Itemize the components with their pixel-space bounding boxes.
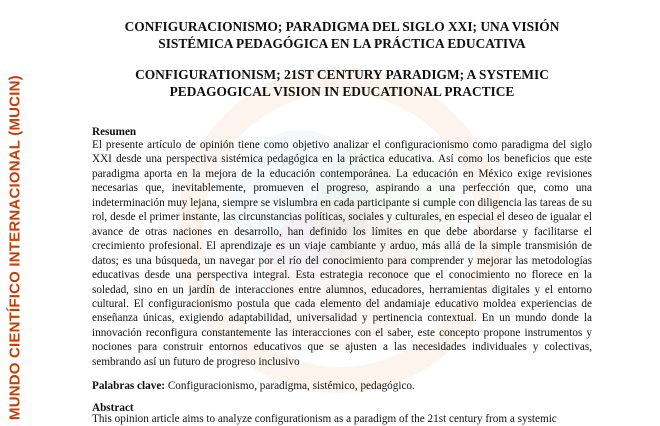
- keywords-line: [92, 379, 592, 393]
- journal-side-band: [0, 0, 30, 420]
- keywords-value: Configuracionismo, paradigma, sistémico, pedagógico.: [165, 380, 415, 392]
- title-english: CONFIGURATIONISM; 21ST CENTURY PARADIGM; A SYSTEMIC PEDAGOGICAL VISION IN EDUCATIONAL PRACTICE: [135, 67, 549, 99]
- title-spanish: CONFIGURACIONISMO; PARADIGMA DEL SIGLO XXI; UNA VISIÓN SISTÉMICA PEDAGÓGICA EN LA PRÁCTICA EDUCATIVA: [124, 19, 560, 51]
- abstract-heading: Abstract: [92, 402, 134, 414]
- resumen-heading: Resumen: [92, 126, 137, 138]
- resumen-paragraph: El presente artículo de opinión tiene como objetivo analizar el configuracionismo como paradigma del siglo XXI desde una perspectiva sistémica pedagógica en la práctica educativa. Así como los beneficios que este paradigma aporta en la mejora de la educación contemporánea. La educación en México exige revisiones necesarias que, inevitablemente, promueven el progreso, aspirando a una perfección que, como una indeterminación muy lejana, siempre se vislumbra en cada participante si cumple con diligencia las tareas de su rol, desde el primer instante, las circunstancias políticas, sociales y culturales, en especial el deseo de igualar el avance de otras naciones en desarrollo, han definido los límites en que debe abordarse y facilitarse el crecimiento profesional. El aprendizaje es un viaje cambiante y arduo, más allá de la simple transmisión de datos; es una búsqueda, un navegar por el río del conocimiento para comprender y mejorar las metodologías educativas desde una perspectiva integral. Esta estrategia reconoce que el conocimiento no florece en la soledad, sino en un jardín de interacciones entre alumnos, educadores, herramientas digitales y el entorno cultural. El configuracionismo postula que cada elemento del andamiaje educativo moldea experiencias de enseñanza únicas, exigiendo adaptabilidad, universalidad y pertinencia contextual. En un mundo donde la innovación reconfigura constantemente las interacciones con el saber, este concepto propone instrumentos y nociones para construir entornos educativos que se ajusten a las necesidades individuales y colectivas, sembrando así un futuro de progreso inclusivo: [92, 139, 592, 368]
- keywords-label: Palabras clave:: [92, 380, 166, 392]
- journal-name-vertical: MUNDO CIENTÍFICO INTERNACIONAL (MUCIN): [6, 75, 24, 420]
- abstract-paragraph: This opinion article aims to analyze configurationism as a paradigm of the 21st century from a systemic: [92, 413, 557, 425]
